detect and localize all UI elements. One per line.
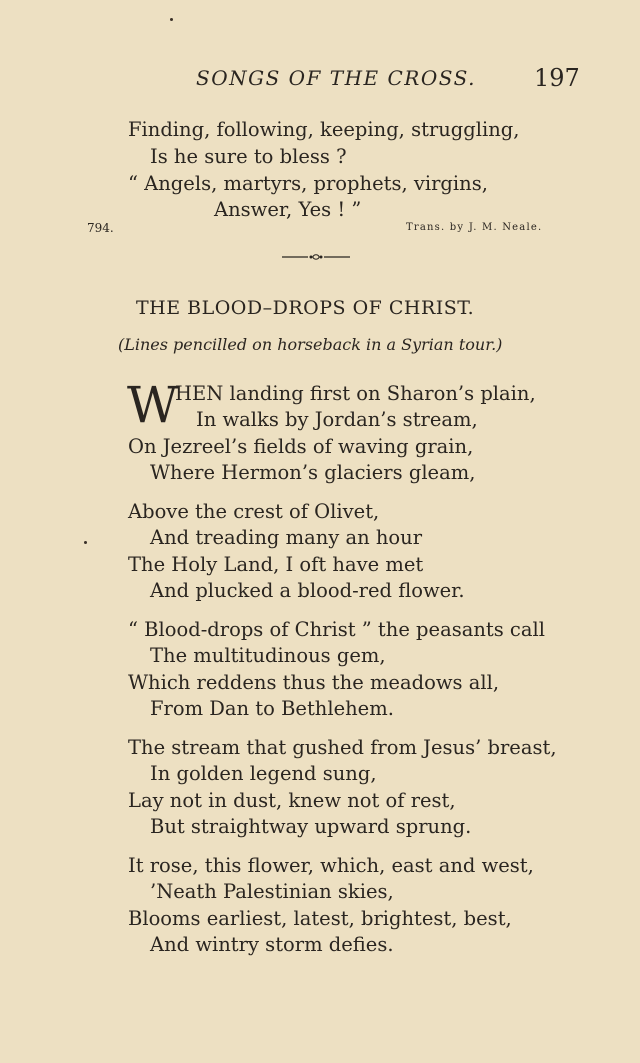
- verse-line: On Jezreel’s fields of waving grain,: [128, 435, 474, 458]
- hymn-title: THE BLOOD–DROPS OF CHRIST.: [136, 297, 475, 319]
- paper-speck: [84, 541, 87, 544]
- verse-line: “ Blood-drops of Christ ” the peasants call: [128, 618, 545, 641]
- drop-cap: W: [127, 376, 179, 434]
- verse-line: In walks by Jordan’s stream,: [196, 408, 478, 431]
- verse-line: And treading many an hour: [150, 526, 423, 549]
- verse-line: Which reddens thus the meadows all,: [128, 671, 500, 694]
- hymn-subtitle: (Lines pencilled on horseback in a Syrian tour.): [118, 335, 503, 354]
- verse-line: But straightway upward sprung.: [150, 815, 472, 838]
- verse-line: And plucked a blood-red flower.: [150, 579, 465, 602]
- verse-line: Lay not in dust, knew not of rest,: [128, 789, 456, 812]
- verse-line: And wintry storm defies.: [150, 933, 394, 956]
- verse-line: In golden legend sung,: [150, 762, 377, 785]
- verse-line: HEN landing first on Sharon’s plain,: [175, 382, 536, 405]
- verse-line: Where Hermon’s glaciers gleam,: [150, 461, 476, 484]
- verse-line: Blooms earliest, latest, brightest, best,: [128, 907, 512, 930]
- verse-line: Is he sure to bless ?: [150, 145, 347, 168]
- running-title: SONGS OF THE CROSS.: [196, 66, 476, 90]
- hymn-number: 794.: [87, 221, 114, 235]
- verse-line: Answer, Yes ! ”: [214, 198, 362, 221]
- verse-line: It rose, this flower, which, east and west,: [128, 854, 534, 877]
- verse-line: ’Neath Palestinian skies,: [150, 880, 394, 903]
- verse-line: Finding, following, keeping, struggling,: [128, 118, 520, 141]
- verse-line: From Dan to Bethlehem.: [150, 697, 394, 720]
- page-number: 197: [534, 64, 580, 92]
- translator-credit: [406, 219, 542, 233]
- verse-line: The Holy Land, I oft have met: [128, 553, 424, 576]
- verse-line: The stream that gushed from Jesus’ breast,: [128, 736, 557, 759]
- divider-ornament: [282, 252, 350, 262]
- credit-name: J. M. Neale.: [468, 222, 543, 233]
- verse-line: The multitudinous gem,: [150, 644, 386, 667]
- verse-line: Above the crest of Olivet,: [128, 500, 380, 523]
- paper-speck: [170, 18, 173, 21]
- credit-prefix: Trans. by: [406, 222, 465, 233]
- verse-line: “ Angels, martyrs, prophets, virgins,: [128, 172, 488, 195]
